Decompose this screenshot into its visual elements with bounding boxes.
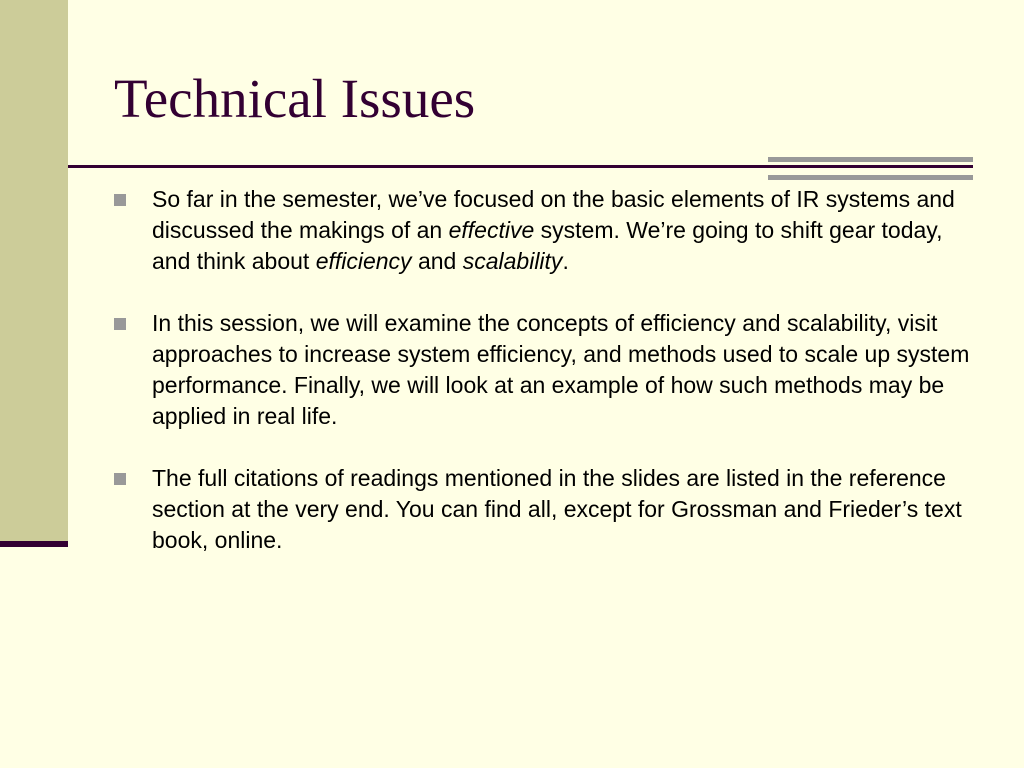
- bullet-item: [114, 463, 974, 556]
- bullet-text-segment: So far in the semester, we’ve focused on the basic elements of IR systems and discussed the makings of an: [152, 186, 955, 243]
- bullet-text-segment: system. We’re going to shift gear today, and think about: [152, 217, 943, 274]
- divider-accent: [768, 157, 973, 180]
- bullet-text-segment: .: [562, 248, 569, 274]
- left-bar-underline: [0, 541, 68, 547]
- bullet-text-emphasis: efficiency: [315, 248, 412, 274]
- square-bullet-icon: [114, 318, 126, 330]
- bullet-item: [114, 184, 974, 277]
- left-decorative-bar: [0, 0, 68, 541]
- bullet-text-segment: and: [411, 248, 463, 274]
- slide-title: Technical Issues: [114, 68, 476, 129]
- bullet-text-segment: The full citations of readings mentioned in the slides are listed in the reference section at the very end. You can find all, except for Grossman and Frieder’s text book, online.: [152, 465, 962, 553]
- bullet-text-emphasis: effective: [448, 217, 535, 243]
- bullet-text-emphasis: scalability: [462, 248, 563, 274]
- bullet-text: [152, 310, 969, 429]
- bullet-item: [114, 308, 974, 432]
- bullet-text: [152, 186, 955, 274]
- bullet-text-segment: In this session, we will examine the concepts of efficiency and scalability, visit approaches to increase system efficiency, and methods used to scale up system performance. Finally, we will look at an example of how such methods may be applied in real life.: [152, 310, 970, 429]
- square-bullet-icon: [114, 194, 126, 206]
- bullet-list: [114, 184, 974, 587]
- bullet-text: [152, 465, 962, 553]
- square-bullet-icon: [114, 473, 126, 485]
